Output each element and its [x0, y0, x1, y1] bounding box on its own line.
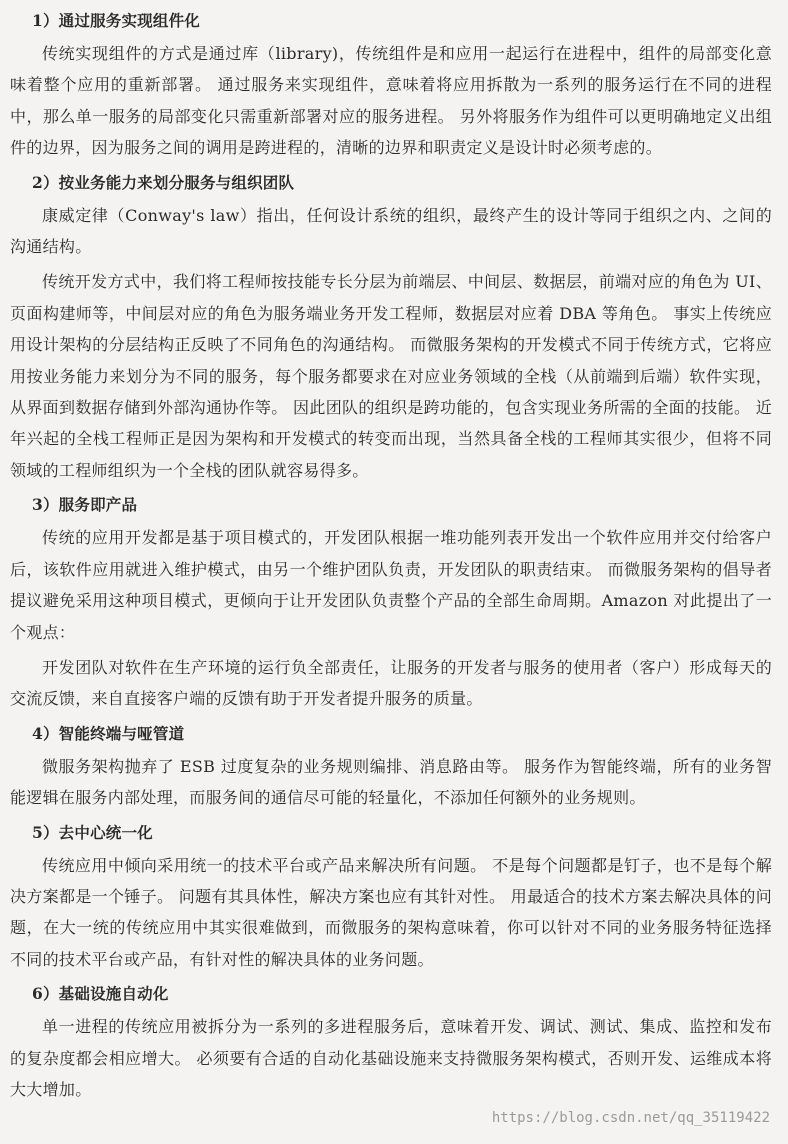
section-5-paragraph-1: 传统应用中倾向采用统一的技术平台或产品来解决所有问题。 不是每个问题都是钉子，也不是每个解决方案都是一个锤子。 问题有其具体性，解决方案也应有其针对性。 用最适合的技术方案去解决具体的问题，在大一统的传统应用中其实很难做到，而微服务的架构意味着，你可以针对不同的业务服务特征选择不同的技术平台或产品，有针对性的解决具体的业务问题。 — [10, 855, 772, 969]
section-4-paragraph-1: 微服务架构抛弃了 ESB 过度复杂的业务规则编排、消息路由等。 服务作为智能终端，所有的业务智能逻辑在服务内部处理，而服务间的通信尽可能的轻量化，不添加任何额外的业务规则。 — [10, 756, 772, 808]
section-heading-4: 4）智能终端与哑管道 — [32, 723, 185, 743]
section-heading-5: 5）去中心统一化 — [32, 822, 153, 842]
section-2-paragraph-1: 康威定律（Conway's law）指出，任何设计系统的组织，最终产生的设计等同于组织之内、之间的沟通结构。 — [10, 205, 772, 257]
section-6-paragraph-1: 单一进程的传统应用被拆分为一系列的多进程服务后，意味着开发、调试、测试、集成、监控和发布的复杂度都会相应增大。 必须要有合适的自动化基础设施来支持微服务架构模式，否则开发、运维成本将大大增加。 — [10, 1017, 772, 1099]
section-heading-6: 6）基础设施自动化 — [32, 984, 169, 1004]
section-heading-2: 2）按业务能力来划分服务与组织团队 — [32, 172, 295, 192]
section-3-paragraph-1: 传统的应用开发都是基于项目模式的，开发团队根据一堆功能列表开发出一个软件应用并交付给客户后，该软件应用就进入维护模式，由另一个维护团队负责，开发团队的职责结束。 而微服务架构的倡导者提议避免采用这种项目模式，更倾向于让开发团队负责整个产品的全部生命周期。Amazon 对此提出了一个观点： — [10, 528, 772, 642]
section-3-paragraph-2: 开发团队对软件在生产环境的运行负全部责任，让服务的开发者与服务的使用者（客户）形成每天的交流反馈，来自直接客户端的反馈有助于开发者提升服务的质量。 — [10, 657, 772, 709]
section-1-paragraph-1: 传统实现组件的方式是通过库（library)，传统组件是和应用一起运行在进程中，组件的局部变化意味着整个应用的重新部署。 通过服务来实现组件，意味着将应用拆散为一系列的服务运行在不同的进程中，那么单一服务的局部变化只需重新部署对应的服务进程。 另外将服务作为组件可以更明确地定义出组件的边界，因为服务之间的调用是跨进程的，清晰的边界和职责定义是设计时必须考虑的。 — [10, 44, 772, 158]
section-heading-3: 3）服务即产品 — [32, 495, 138, 515]
watermark-url: https://blog.csdn.net/qq_35119422 — [491, 1110, 770, 1126]
section-heading-1: 1）通过服务实现组件化 — [32, 11, 200, 30]
section-2-paragraph-2: 传统开发方式中，我们将工程师按技能专长分层为前端层、中间层、数据层，前端对应的角色为 UI、页面构建师等，中间层对应的角色为服务端业务开发工程师，数据层对应着 DBA 等角色。 事实上传统应用设计架构的分层结构正反映了不同角色的沟通结构。 而微服务架构的开发模式不同于传统方式，它将应用按业务能力来划分为不同的服务，每个服务都要求在对应业务领域的全栈（从前端到后端）软件实现，从界面到数据存储到外部沟通协作等。 因此团队的组织是跨功能的，包含实现业务所需的全面的技能。 近年兴起的全栈工程师正是因为架构和开发模式的转变而出现，当然具备全栈的工程师其实很少，但将不同领域的工程师组织为一个全栈的团队就容易得多。 — [10, 272, 772, 480]
